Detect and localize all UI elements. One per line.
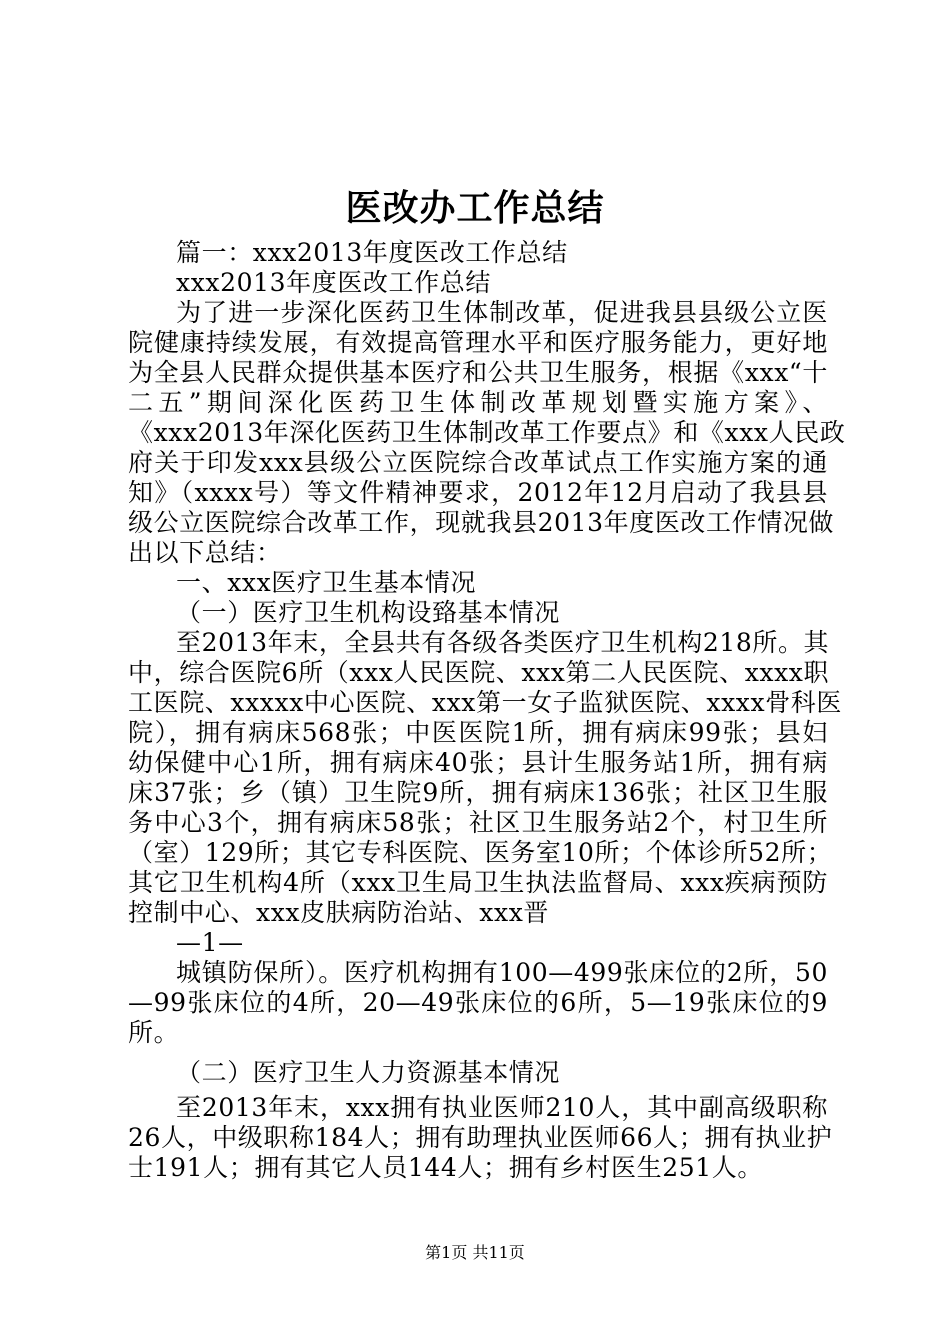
paragraph-line: 幼保健中心1所，拥有病床40张；县计生服务站1所，拥有病 [128, 748, 828, 777]
paragraph-line: 务中心3个，拥有病床58张；社区卫生服务站2个，村卫生所 [128, 808, 828, 837]
paragraph-line: 床37张；乡（镇）卫生院9所，拥有病床136张；社区卫生服 [128, 778, 828, 807]
subtitle-line: 篇一：xxx2013年度医改工作总结 [176, 238, 568, 267]
paragraph-line: 至2013年末，xxx拥有执业医师210人，其中副高级职称 [176, 1093, 828, 1122]
paragraph-line: （室）129所；其它专科医院、医务室10所；个体诊所52所； [128, 838, 833, 867]
document-title: 医改办工作总结 [345, 187, 605, 229]
page-number-marker: —1— [176, 928, 244, 957]
paragraph-line: 出以下总结： [128, 538, 282, 567]
paragraph-line: 士191人；拥有其它人员144人；拥有乡村医生251人。 [128, 1153, 763, 1182]
paragraph-line: 二五”期间深化医药卫生体制改革规划暨实施方案》、 [128, 388, 828, 417]
section-heading: 一、xxx医疗卫生基本情况 [176, 568, 477, 597]
paragraph-line: 为了进一步深化医药卫生体制改革，促进我县县级公立医 [176, 298, 828, 327]
subsection-heading: （二）医疗卫生人力资源基本情况 [176, 1058, 561, 1087]
paragraph-line: 其它卫生机构4所（xxx卫生局卫生执法监督局、xxx疾病预防 [128, 868, 828, 897]
heading-line: xxx2013年度医改工作总结 [176, 268, 491, 297]
paragraph-line: 工医院、xxxxx中心医院、xxx第一女子监狱医院、xxxx骨科医 [128, 688, 842, 717]
paragraph-line: 《xxx2013年深化医药卫生体制改革工作要点》和《xxx人民政 [128, 418, 846, 447]
page-footer: 第1页 共11页 [425, 1243, 525, 1262]
paragraph-line: 为全县人民群众提供基本医疗和公共卫生服务，根据《xxx“十 [128, 358, 828, 387]
paragraph-line: 院），拥有病床568张；中医医院1所，拥有病床99张；县妇 [128, 718, 828, 747]
paragraph-line: 级公立医院综合改革工作，现就我县2013年度医改工作情况做 [128, 508, 835, 537]
subsection-heading: （一）医疗卫生机构设臵基本情况 [176, 598, 561, 627]
paragraph-line: —99张床位的4所，20—49张床位的6所，5—19张床位的9 [128, 988, 828, 1017]
paragraph-line: 26人，中级职称184人；拥有助理执业医师66人；拥有执业护 [128, 1123, 833, 1152]
paragraph-line: 至2013年末，全县共有各级各类医疗卫生机构218所。其 [176, 628, 830, 657]
paragraph-line: 院健康持续发展，有效提高管理水平和医疗服务能力，更好地 [128, 328, 828, 357]
paragraph-line: 知》（xxxx号）等文件精神要求，2012年12月启动了我县县 [128, 478, 828, 507]
paragraph-line: 所。 [128, 1018, 180, 1047]
paragraph-line: 中，综合医院6所（xxx人民医院、xxx第二人民医院、xxxx职 [128, 658, 830, 687]
paragraph-line: 府关于印发xxx县级公立医院综合改革试点工作实施方案的通 [128, 448, 828, 477]
paragraph-line: 控制中心、xxx皮肤病防治站、xxx晋 [128, 898, 549, 927]
paragraph-line: 城镇防保所）。医疗机构拥有100—499张床位的2所，50 [176, 958, 828, 987]
